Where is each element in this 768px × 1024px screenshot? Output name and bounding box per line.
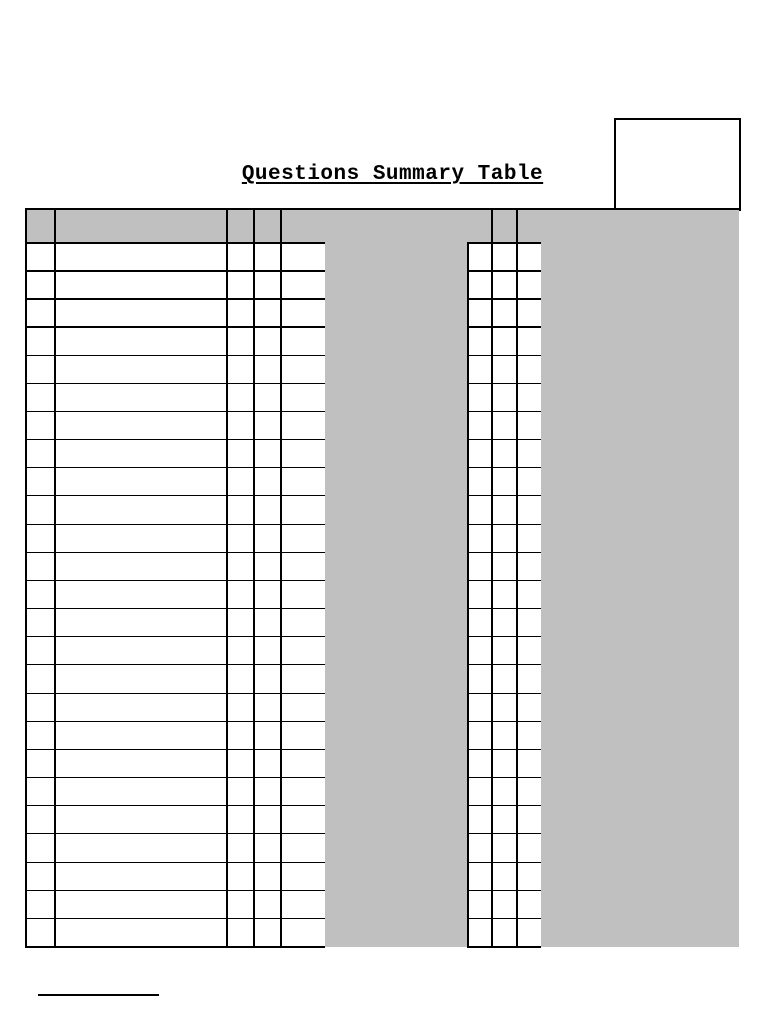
- row-line: [467, 862, 541, 863]
- column-line: [253, 208, 255, 948]
- row-line: [467, 636, 541, 637]
- row-line: [467, 918, 541, 919]
- header-top-border: [25, 208, 739, 210]
- row-line: [467, 383, 541, 384]
- row-line: [467, 721, 541, 722]
- row-line: [467, 693, 541, 694]
- row-line: [467, 749, 541, 750]
- page-title: Questions Summary Table: [241, 163, 544, 186]
- row-line: [467, 355, 541, 356]
- column-line: [491, 208, 493, 948]
- row-line: [467, 833, 541, 834]
- row-line: [467, 495, 541, 496]
- signature-line: [38, 994, 159, 996]
- row-line: [467, 608, 541, 609]
- row-line: [467, 552, 541, 553]
- row-line: [467, 298, 541, 300]
- row-line: [467, 411, 541, 412]
- header-bottom-border-right: [467, 242, 541, 244]
- row-line: [467, 467, 541, 468]
- row-line: [467, 326, 541, 328]
- row-line: [467, 664, 541, 665]
- row-line: [467, 890, 541, 891]
- shaded-column-left: [325, 208, 467, 947]
- column-line: [467, 243, 469, 948]
- column-line: [54, 208, 56, 948]
- column-line: [516, 208, 518, 948]
- shaded-column-right: [541, 208, 739, 947]
- row-line: [467, 439, 541, 440]
- row-line: [467, 805, 541, 806]
- column-line: [280, 208, 282, 948]
- column-line: [25, 208, 27, 948]
- row-line: [467, 777, 541, 778]
- row-line: [467, 946, 541, 948]
- column-line: [226, 208, 228, 948]
- row-line: [467, 270, 541, 272]
- row-line: [467, 580, 541, 581]
- row-line: [467, 524, 541, 525]
